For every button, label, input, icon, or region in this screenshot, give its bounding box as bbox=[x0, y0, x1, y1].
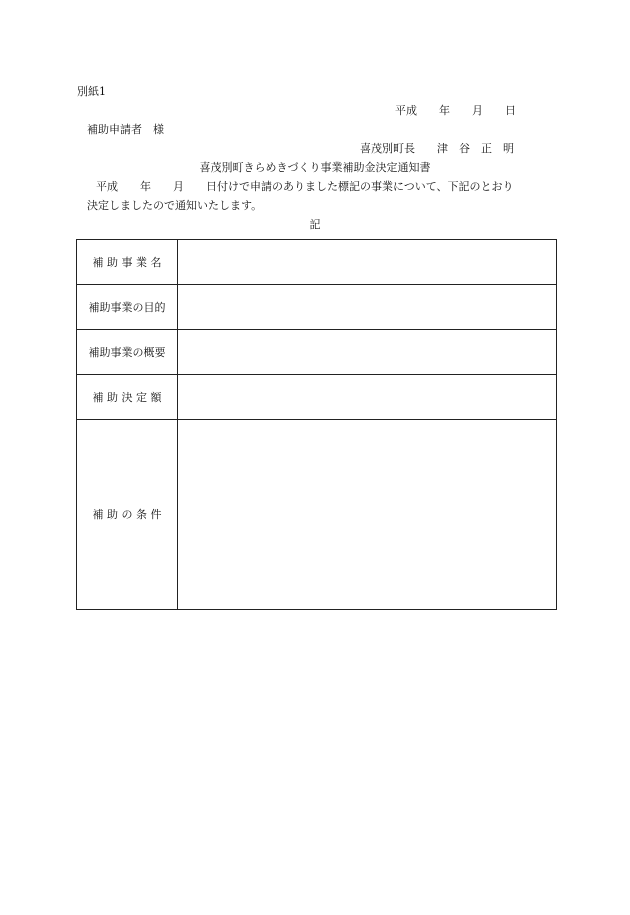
row-value-decided-amount bbox=[178, 375, 557, 420]
document-title: 喜茂別町きらめきづくり事業補助金決定通知書 bbox=[199, 161, 431, 174]
ki-heading: 記 bbox=[309, 218, 321, 231]
recipient-line: 補助申請者 様 bbox=[87, 123, 164, 136]
date-line: 平成 年 月 日 bbox=[395, 104, 516, 117]
subsidy-details-table bbox=[76, 239, 557, 610]
table-row-project-name bbox=[77, 240, 557, 285]
row-value-project-name bbox=[178, 240, 557, 285]
table-row-decided-amount bbox=[77, 375, 557, 420]
row-label-project-summary: 補助事業の概要 bbox=[77, 330, 178, 375]
row-label-project-name: 補 助 事 業 名 bbox=[77, 240, 178, 285]
row-label-decided-amount: 補 助 決 定 額 bbox=[77, 375, 178, 420]
table-row-project-summary bbox=[77, 330, 557, 375]
row-value-project-summary bbox=[178, 330, 557, 375]
row-value-project-purpose bbox=[178, 285, 557, 330]
row-value-conditions bbox=[178, 420, 557, 610]
issuer-line: 喜茂別町長 津 谷 正 明 bbox=[360, 142, 514, 155]
row-label-conditions: 補 助 の 条 件 bbox=[77, 420, 178, 610]
body-text-line-1: 平成 年 月 日付けで申請のありました標記の事業について、下記のとおり bbox=[96, 180, 514, 193]
attachment-label: 別紙1 bbox=[77, 85, 106, 98]
table-row-conditions bbox=[77, 420, 557, 610]
table-row-project-purpose bbox=[77, 285, 557, 330]
row-label-project-purpose: 補助事業の目的 bbox=[77, 285, 178, 330]
body-text-line-2: 決定しましたので通知いたします。 bbox=[87, 199, 263, 212]
